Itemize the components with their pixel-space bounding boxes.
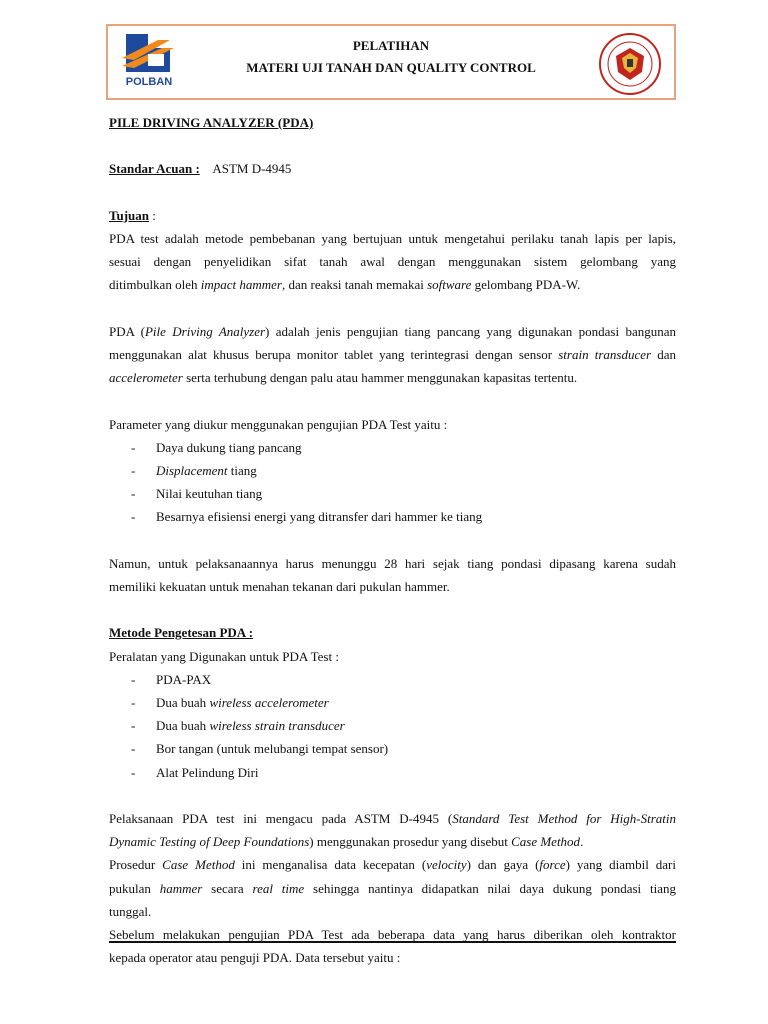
header-line-1: PELATIHAN [352, 38, 430, 53]
metode-title: Metode Pengetesan PDA : [109, 625, 254, 641]
p2-line3: accelerometer serta terhubung dengan palu atau hammer menggunakan kapasitas tertentu. [109, 370, 578, 386]
p4-line1: Namun, untuk pelaksanaannya harus menunggu 28 hari sejak tiang pondasi dipasang karena sudah [109, 555, 676, 571]
list-item: - PDA-PAX [131, 671, 212, 687]
tujuan-heading [109, 204, 676, 227]
p3: Parameter yang diukur menggunakan pengujian PDA Test yaitu : [109, 416, 448, 432]
standard-value: ASTM D-4945 [212, 161, 292, 177]
list-item: - Dua buah wireless strain transducer [131, 718, 345, 734]
standard-line [109, 157, 676, 180]
p4-line2: memiliki kekuatan untuk menahan tekanan dari pukulan hammer. [109, 578, 450, 594]
p7-line1: Sebelum melakukan pengujian PDA Test ada beberapa data yang harus diberikan oleh kontraktor [109, 927, 676, 942]
p2-line2: menggunakan alat khusus berupa monitor tablet yang terintegrasi dengan sensor strain transducer dan [109, 346, 677, 362]
logo-text: POLBAN [125, 76, 173, 88]
header-line-2: MATERI UJI TANAH DAN QUALITY CONTROL [246, 60, 536, 75]
p1-line1: PDA test adalah metode pembebanan yang bertujuan untuk mengetahui perilaku tanah lapis per lapis, [109, 230, 676, 246]
header-title [188, 35, 594, 79]
p1-line2: sesuai dengan penyelidikan sifat tanah awal dengan menggunakan sistem gelombang yang [109, 254, 676, 270]
list-item: - Alat Pelindung Diri [131, 764, 259, 780]
seal-icon [598, 32, 662, 96]
list-item: - Daya dukung tiang pancang [131, 439, 302, 455]
tujuan-colon: : [149, 207, 156, 223]
p2-line1: PDA (Pile Driving Analyzer) adalah jenis pengujian tiang pancang yang digunakan pondasi bangunan [109, 323, 676, 339]
polban-logo [118, 30, 178, 96]
doc-title: PILE DRIVING ANALYZER (PDA) [109, 115, 314, 130]
list-item: - Bor tangan (untuk melubangi tempat sensor) [131, 741, 389, 757]
document-body [109, 110, 676, 969]
list-item: - Dua buah wireless accelerometer [131, 694, 329, 710]
p6-line2: pukulan hammer secara real time sehingga nantinya didapatkan nilai daya dukung pondasi tiang [109, 880, 677, 896]
p1-line3: ditimbulkan oleh impact hammer, dan reaksi tanah memakai software gelombang PDA-W. [109, 277, 581, 293]
footer-rule [109, 941, 676, 943]
page-header [106, 24, 676, 100]
tujuan-label: Tujuan [109, 207, 149, 223]
p5-line2: Dynamic Testing of Deep Foundations) menggunakan prosedur yang disebut Case Method. [109, 834, 584, 850]
list-item: - Nilai keutuhan tiang [131, 486, 263, 502]
p6-line3: tunggal. [109, 903, 152, 919]
standard-label: Standar Acuan : [109, 161, 200, 177]
university-seal [598, 32, 662, 96]
p5-line1: Pelaksanaan PDA test ini mengacu pada ASTM D-4945 (Standard Test Method for High-Stratin [109, 810, 676, 826]
p7-line2: kepada operator atau penguji PDA. Data tersebut yaitu : [109, 950, 401, 966]
peralatan-line: Peralatan yang Digunakan untuk PDA Test : [109, 648, 339, 664]
list-item: - Displacement tiang [131, 462, 257, 478]
p6-line1: Prosedur Case Method ini menganalisa data kecepatan (velocity) dan gaya (force) yang diambil dari [109, 857, 676, 873]
list-item: - Besarnya efisiensi energi yang ditransfer dari hammer ke tiang [131, 509, 483, 525]
